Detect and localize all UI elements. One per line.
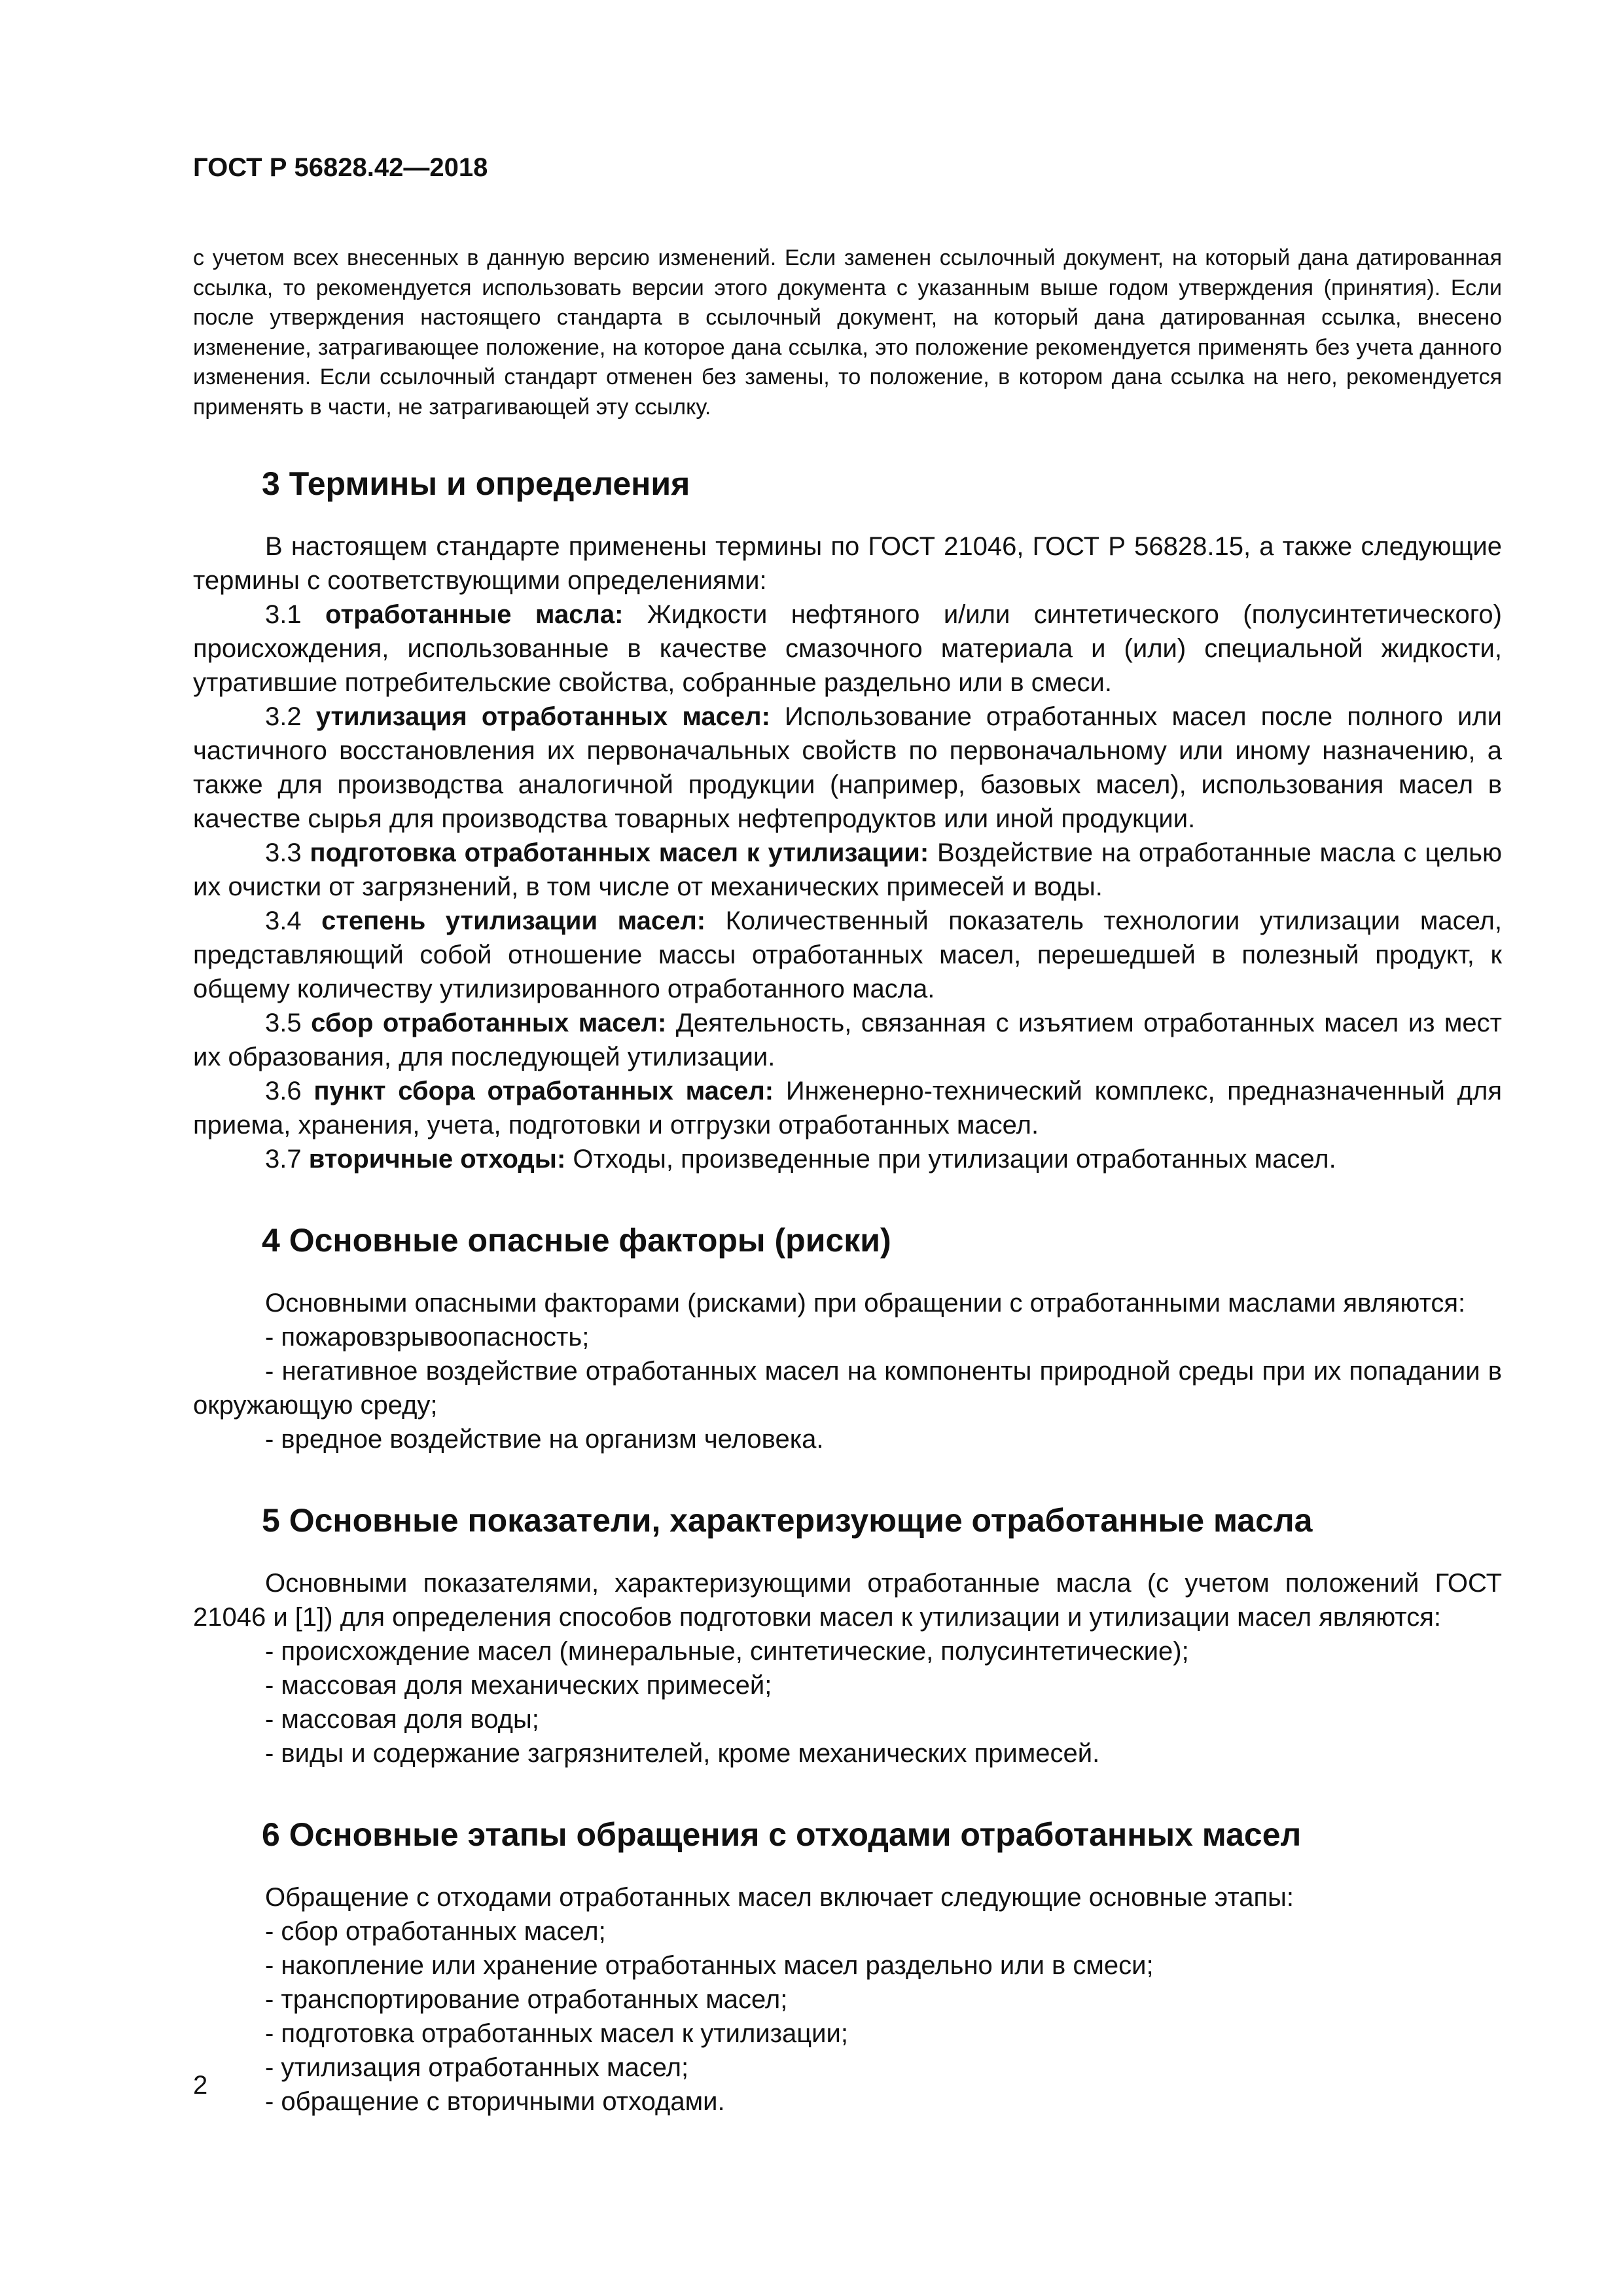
term-name: подготовка отработанных масел к утилизации: [310, 838, 929, 867]
term-text: Использование отработанных масел после полного или частичного восстановления их первоначальных свойств по первоначальному или иному назначению, а также для производства аналогичной продукции (например, базовых масел), использования масел в качестве сырья для производства товарных нефтепродуктов или иной продукции. [193, 702, 1503, 833]
list-item: - сбор отработанных масел; [265, 1917, 606, 1946]
list-item: - транспортирование отработанных масел; [265, 1985, 788, 2014]
list-item: - вредное воздействие на организм человека. [265, 1425, 824, 1454]
section-3-title: 3 Термины и определения [262, 465, 690, 502]
section-4-title: 4 Основные опасные факторы (риски) [262, 1222, 891, 1259]
term-name: пункт сбора отработанных масел: [313, 1077, 774, 1105]
list-item: - происхождение масел (минеральные, синтетические, полусинтетические); [265, 1637, 1189, 1666]
term-text: Деятельность, связанная с изъятием отработанных масел из мест их образования, для последующей утилизации. [193, 1009, 1502, 1071]
term-text: Воздействие на отработанные масла с целью их очистки от загрязнений, в том числе от механических примесей и воды. [193, 838, 1502, 901]
intro-paragraph: с учетом всех внесенных в данную версию изменений. Если заменен ссылочный документ, на который дана датированная ссылка, то рекомендуется использовать версии этого документа с указанным выше годом утверждения (принятия). Если после утверждения настоящего стандарта в ссылочный документ, на который дана датированная ссылка, внесено изменение, затрагивающее положение, на которое дана ссылка, это положение рекомендуется применять без учета данного изменения. Если ссылочный стандарт отменен без замены, то положение, в котором дана ссылка на него, рекомендуется применять в части, не затрагивающей эту ссылку. [193, 245, 1502, 420]
document-code: ГОСТ Р 56828.42—2018 [193, 153, 488, 182]
term-number: 3.1 [265, 600, 302, 629]
term-definition [193, 904, 1502, 1006]
term-text: Жидкости нефтяного и/или синтетического (полусинтетического) происхождения, использованные в качестве смазочного материала и (или) специальной жидкости, утратившие потребительские свойства, собранные раздельно или в смеси. [193, 600, 1502, 697]
term-definition [193, 836, 1502, 904]
term-number: 3.4 [265, 906, 302, 935]
section-5-intro: Основными показателями, характеризующими отработанные масла (с учетом положений ГОСТ 21046 и [1]) для определения способов подготовки масел к утилизации и утилизации масел являются: [193, 1569, 1502, 1632]
section-3-intro: В настоящем стандарте применены термины по ГОСТ 21046, ГОСТ Р 56828.15, а также следующие термины с соответствующими определениями: [193, 532, 1502, 595]
section-4-intro: Основными опасными факторами (рисками) при обращении с отработанными маслами являются: [265, 1289, 1466, 1318]
term-definition [193, 700, 1502, 836]
list-item: - виды и содержание загрязнителей, кроме механических примесей. [265, 1739, 1100, 1768]
page-number: 2 [193, 2071, 208, 2100]
term-text: Инженерно-технический комплекс, предназначенный для приема, хранения, учета, подготовки и отгрузки отработанных масел. [193, 1077, 1502, 1139]
term-number: 3.7 [265, 1145, 302, 1174]
term-text: Отходы, произведенные при утилизации отработанных масел. [573, 1145, 1336, 1174]
term-name: вторичные отходы: [308, 1145, 566, 1174]
term-number: 3.2 [265, 702, 302, 731]
document-page [193, 149, 1502, 2119]
term-name: сбор отработанных масел: [311, 1009, 667, 1037]
term-number: 3.6 [265, 1077, 302, 1105]
list-item: - утилизация отработанных масел; [265, 2053, 689, 2082]
list-item: - массовая доля механических примесей; [265, 1671, 772, 1700]
section-6-intro: Обращение с отходами отработанных масел включает следующие основные этапы: [265, 1883, 1294, 1912]
term-definition [193, 1142, 1502, 1176]
section-6-title: 6 Основные этапы обращения с отходами отработанных масел [262, 1816, 1302, 1853]
term-definition [193, 598, 1502, 700]
list-item: - массовая доля воды; [265, 1705, 539, 1734]
term-definition [193, 1006, 1502, 1074]
term-text: Количественный показатель технологии утилизации масел, представляющий собой отношение массы отработанных масел, перешедшей в полезный продукт, к общему количеству утилизированного отработанного масла. [193, 906, 1502, 1003]
list-item: - накопление или хранение отработанных масел раздельно или в смеси; [265, 1951, 1154, 1980]
list-item: - подготовка отработанных масел к утилизации; [265, 2019, 848, 2048]
term-name: отработанные масла: [325, 600, 624, 629]
section-5-title: 5 Основные показатели, характеризующие отработанные масла [262, 1502, 1313, 1539]
term-number: 3.5 [265, 1009, 302, 1037]
term-definition [193, 1074, 1502, 1142]
list-item: - обращение с вторичными отходами. [265, 2087, 725, 2116]
list-item: - пожаровзрывоопасность; [265, 1323, 590, 1352]
term-name: утилизация отработанных масел: [315, 702, 770, 731]
list-item: - негативное воздействие отработанных масел на компоненты природной среды при их попадании в окружающую среду; [193, 1357, 1502, 1420]
term-number: 3.3 [265, 838, 302, 867]
term-name: степень утилизации масел: [321, 906, 706, 935]
